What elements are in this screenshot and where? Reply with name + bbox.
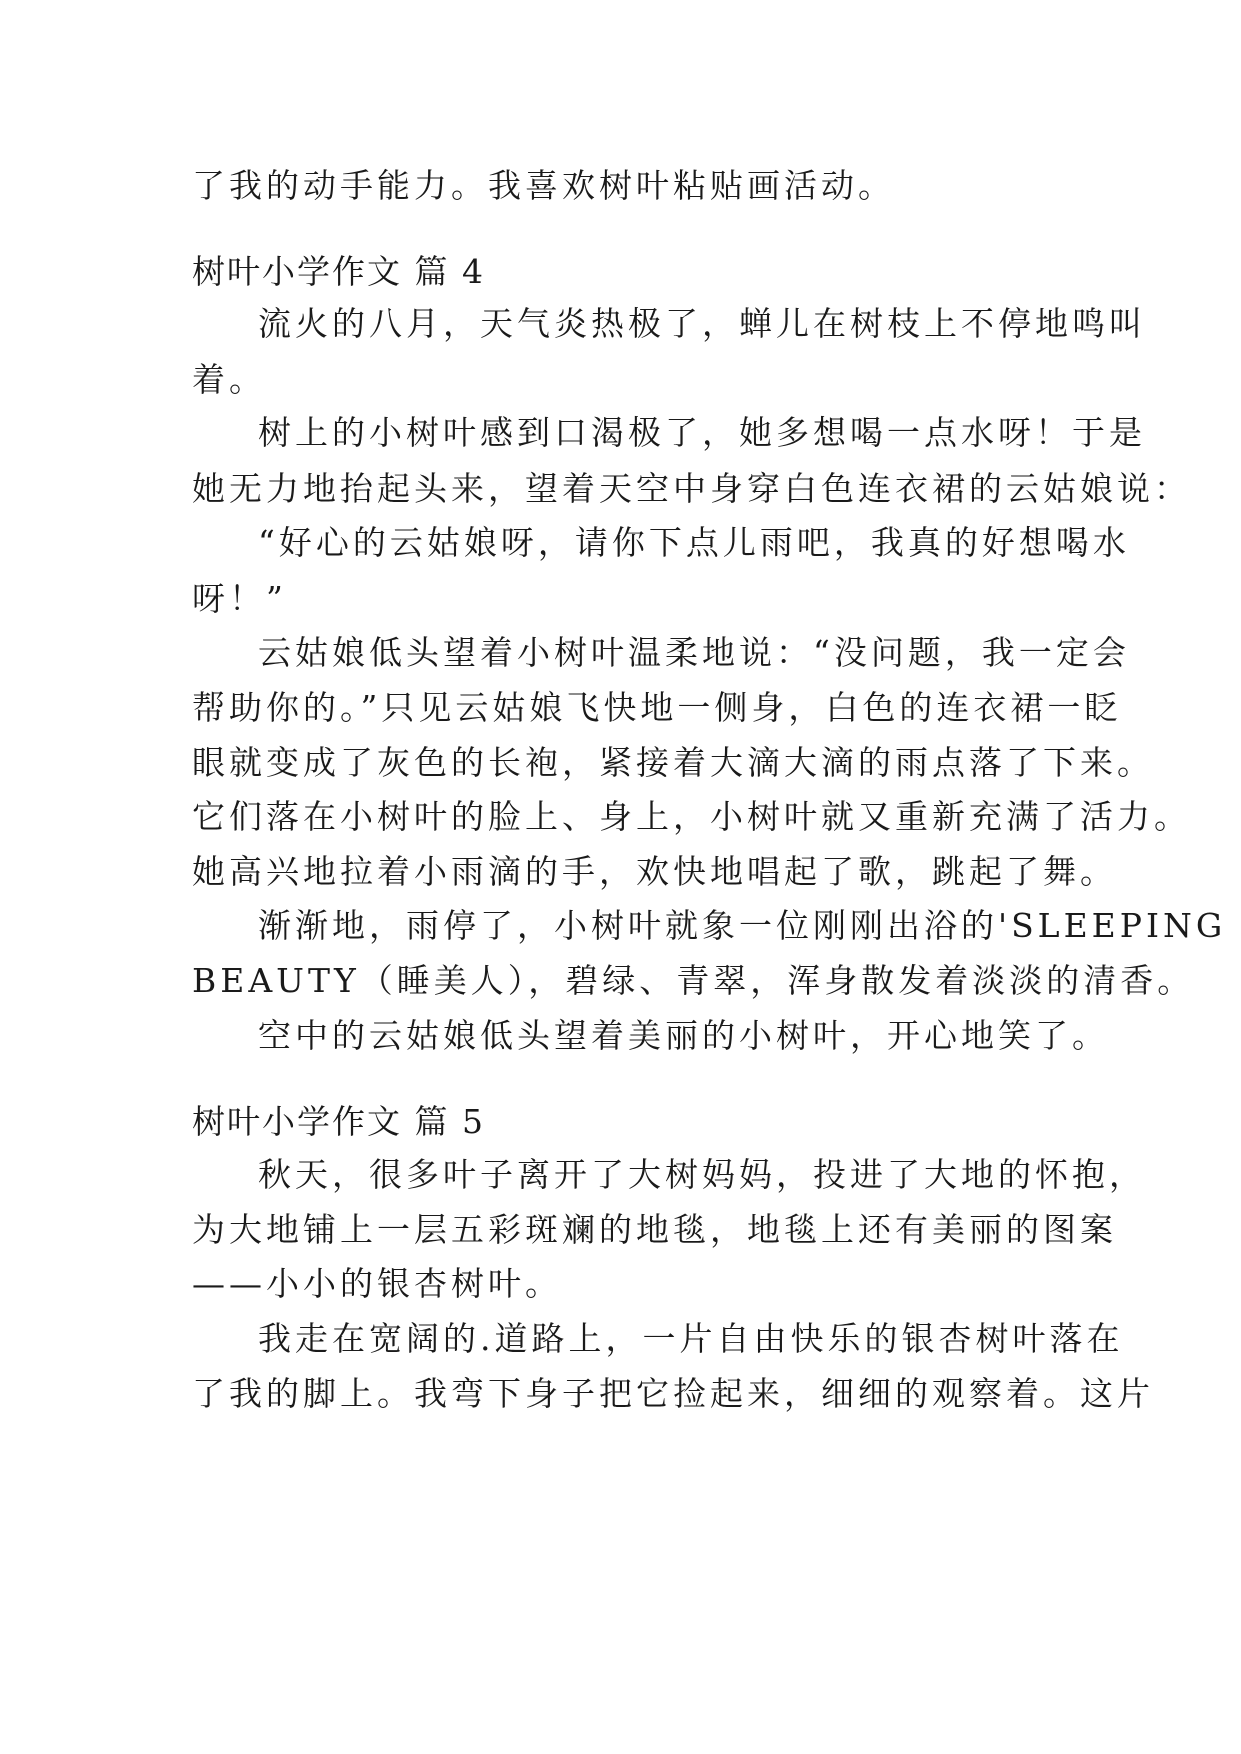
paragraph-line: ——小小的银杏树叶。 (192, 1264, 562, 1303)
paragraph-line: 她高兴地拉着小雨滴的手，欢快地唱起了歌，跳起了舞。 (192, 852, 1117, 891)
section-heading-5: 树叶小学作文 篇 5 (192, 1102, 485, 1141)
paragraph-line: 我走在宽阔的.道路上，一片自由快乐的银杏树叶落在 (258, 1319, 1124, 1358)
paragraph-line: 秋天，很多叶子离开了大树妈妈，投进了大地的怀抱， (258, 1155, 1146, 1194)
paragraph-line: 树上的小树叶感到口渴极了，她多想喝一点水呀！于是 (258, 413, 1146, 452)
paragraph-line: 帮助你的。”只见云姑娘飞快地一侧身，白色的连衣裙一眨 (192, 688, 1122, 727)
paragraph-line: BEAUTY（睡美人），碧绿、青翠，浑身散发着淡淡的清香。 (192, 961, 1195, 1000)
paragraph-line: 云姑娘低头望着小树叶温柔地说：“没问题，我一定会 (258, 633, 1130, 672)
paragraph-line: 了我的脚上。我弯下身子把它捡起来，细细的观察着。这片 (192, 1374, 1154, 1413)
paragraph-line: 流火的八月，天气炎热极了，蝉儿在树枝上不停地鸣叫 (258, 304, 1146, 343)
paragraph-line: 空中的云姑娘低头望着美丽的小树叶，开心地笑了。 (258, 1016, 1109, 1055)
paragraph-line: 为大地铺上一层五彩斑斓的地毯，地毯上还有美丽的图案 (192, 1210, 1117, 1249)
paragraph-line: 着。 (192, 360, 266, 399)
paragraph-line: “好心的云姑娘呀，请你下点儿雨吧，我真的好想喝水 (258, 523, 1130, 562)
paragraph-line: 眼就变成了灰色的长袍，紧接着大滴大滴的雨点落了下来。 (192, 743, 1154, 782)
paragraph-line: 她无力地抬起头来，望着天空中身穿白色连衣裙的云姑娘说： (192, 469, 1191, 508)
paragraph-line: 渐渐地，雨停了，小树叶就象一位刚刚出浴的'SLEEPING (258, 906, 1227, 945)
section-heading-4: 树叶小学作文 篇 4 (192, 252, 485, 291)
paragraph-line: 呀！” (192, 579, 287, 618)
paragraph-line: 它们落在小树叶的脸上、身上，小树叶就又重新充满了活力。 (192, 797, 1191, 836)
paragraph-line: 了我的动手能力。我喜欢树叶粘贴画活动。 (192, 166, 895, 205)
